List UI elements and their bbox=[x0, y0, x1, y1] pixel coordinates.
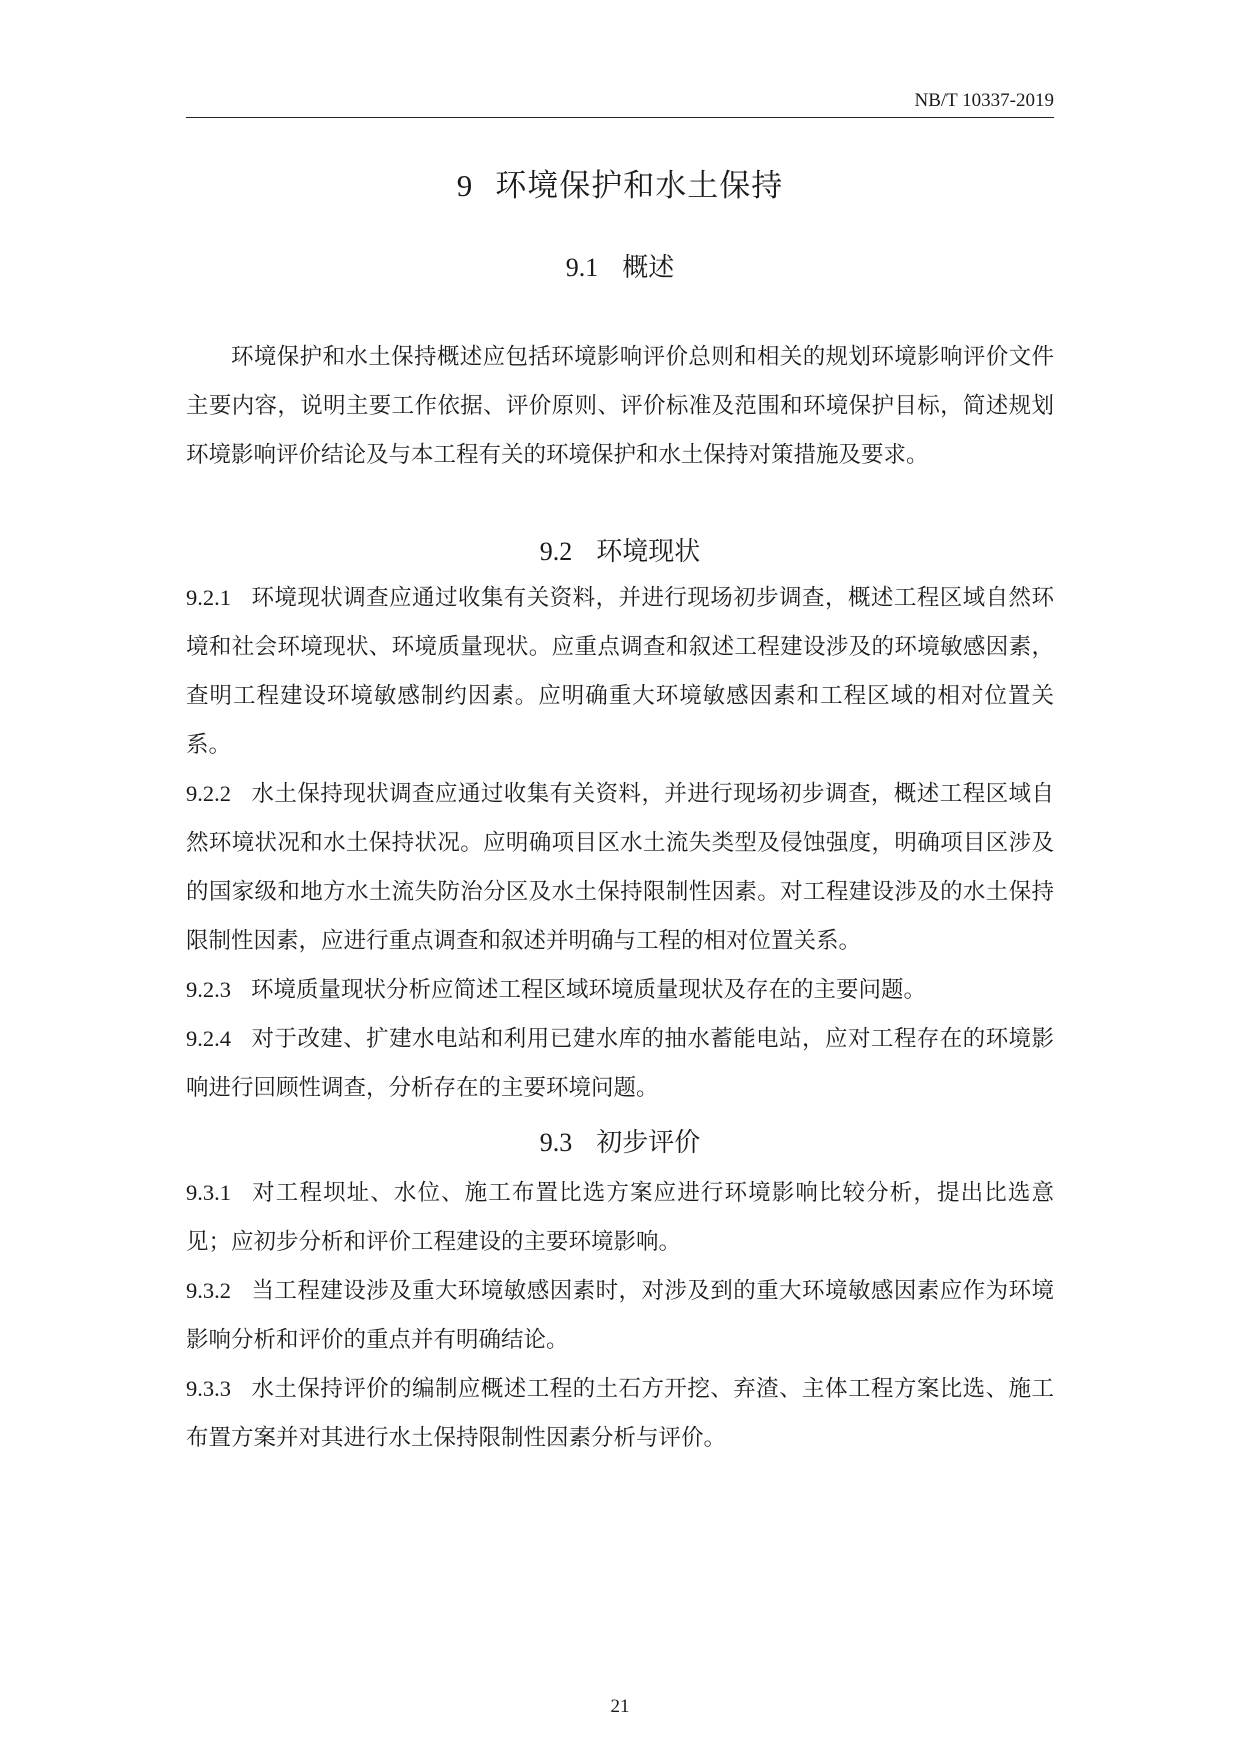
clause-text: 水土保持现状调查应通过收集有关资料，并进行现场初步调查，概述工程区域自然环境状况和水土保持状况。应明确项目区水土流失类型及侵蚀强度，明确项目区涉及的国家级和地方水土流失防治分区及水土保持限制性因素。对工程建设涉及的水土保持限制性因素，应进行重点调查和叙述并明确与工程的相对位置关系。 bbox=[186, 781, 1054, 954]
chapter-title bbox=[0, 160, 1240, 205]
clause-text: 环境质量现状分析应简述工程区域环境质量现状及存在的主要问题。 bbox=[251, 977, 927, 1003]
standard-code: NB/T 10337-2019 bbox=[914, 90, 1054, 111]
clause-9-3-3 bbox=[186, 1364, 1054, 1463]
section-title-text: 概述 bbox=[622, 253, 675, 283]
header-rule bbox=[186, 117, 1054, 118]
clause-9-2-4 bbox=[186, 1014, 1054, 1113]
section-number: 9.2 bbox=[539, 537, 573, 566]
clause-text: 环境现状调查应通过收集有关资料，并进行现场初步调查，概述工程区域自然环境和社会环境现状、环境质量现状。应重点调查和叙述工程建设涉及的环境敏感因素，查明工程建设环境敏感制约因素。应明确重大环境敏感因素和工程区域的相对位置关系。 bbox=[186, 585, 1054, 758]
section-title-9-1 bbox=[0, 247, 1240, 284]
section-number: 9.3 bbox=[539, 1128, 573, 1157]
section-title-9-3 bbox=[0, 1122, 1240, 1159]
clause-9-3-1 bbox=[186, 1168, 1054, 1267]
clause-9-2-3 bbox=[186, 965, 1054, 1015]
clause-text: 对工程坝址、水位、施工布置比选方案应进行环境影响比较分析，提出比选意见；应初步分析和评价工程建设的主要环境影响。 bbox=[186, 1180, 1054, 1255]
clause-number: 9.3.3 bbox=[186, 1376, 231, 1401]
clause-number: 9.2.3 bbox=[186, 977, 231, 1002]
clause-9-2-2 bbox=[186, 769, 1054, 966]
clause-number: 9.2.2 bbox=[186, 781, 231, 806]
section-number: 9.1 bbox=[565, 253, 599, 282]
clause-text: 水土保持评价的编制应概述工程的土石方开挖、弃渣、主体工程方案比选、施工布置方案并对其进行水土保持限制性因素分析与评价。 bbox=[186, 1376, 1054, 1451]
chapter-number: 9 bbox=[456, 168, 474, 203]
clause-number: 9.2.1 bbox=[186, 585, 231, 610]
clause-text: 当工程建设涉及重大环境敏感因素时，对涉及到的重大环境敏感因素应作为环境影响分析和评价的重点并有明确结论。 bbox=[186, 1278, 1054, 1353]
section-title-9-2 bbox=[0, 531, 1240, 568]
section-9-1-paragraph: 环境保护和水土保持概述应包括环境影响评价总则和相关的规划环境影响评价文件主要内容，说明主要工作依据、评价原则、评价标准及范围和环境保护目标，简述规划环境影响评价结论及与本工程有关的环境保护和水土保持对策措施及要求。 bbox=[186, 344, 1054, 468]
clause-text: 对于改建、扩建水电站和利用已建水库的抽水蓄能电站，应对工程存在的环境影响进行回顾性调查，分析存在的主要环境问题。 bbox=[186, 1026, 1054, 1101]
clause-9-3-2 bbox=[186, 1266, 1054, 1365]
page-number: 21 bbox=[610, 1696, 630, 1717]
section-title-text: 初步评价 bbox=[596, 1128, 701, 1158]
section-title-text: 环境现状 bbox=[596, 537, 701, 567]
clause-9-2-1 bbox=[186, 573, 1054, 770]
clause-number: 9.2.4 bbox=[186, 1026, 231, 1051]
chapter-title-text: 环境保护和水土保持 bbox=[495, 168, 784, 204]
clause-number: 9.3.2 bbox=[186, 1278, 231, 1303]
clause-number: 9.3.1 bbox=[186, 1180, 231, 1205]
